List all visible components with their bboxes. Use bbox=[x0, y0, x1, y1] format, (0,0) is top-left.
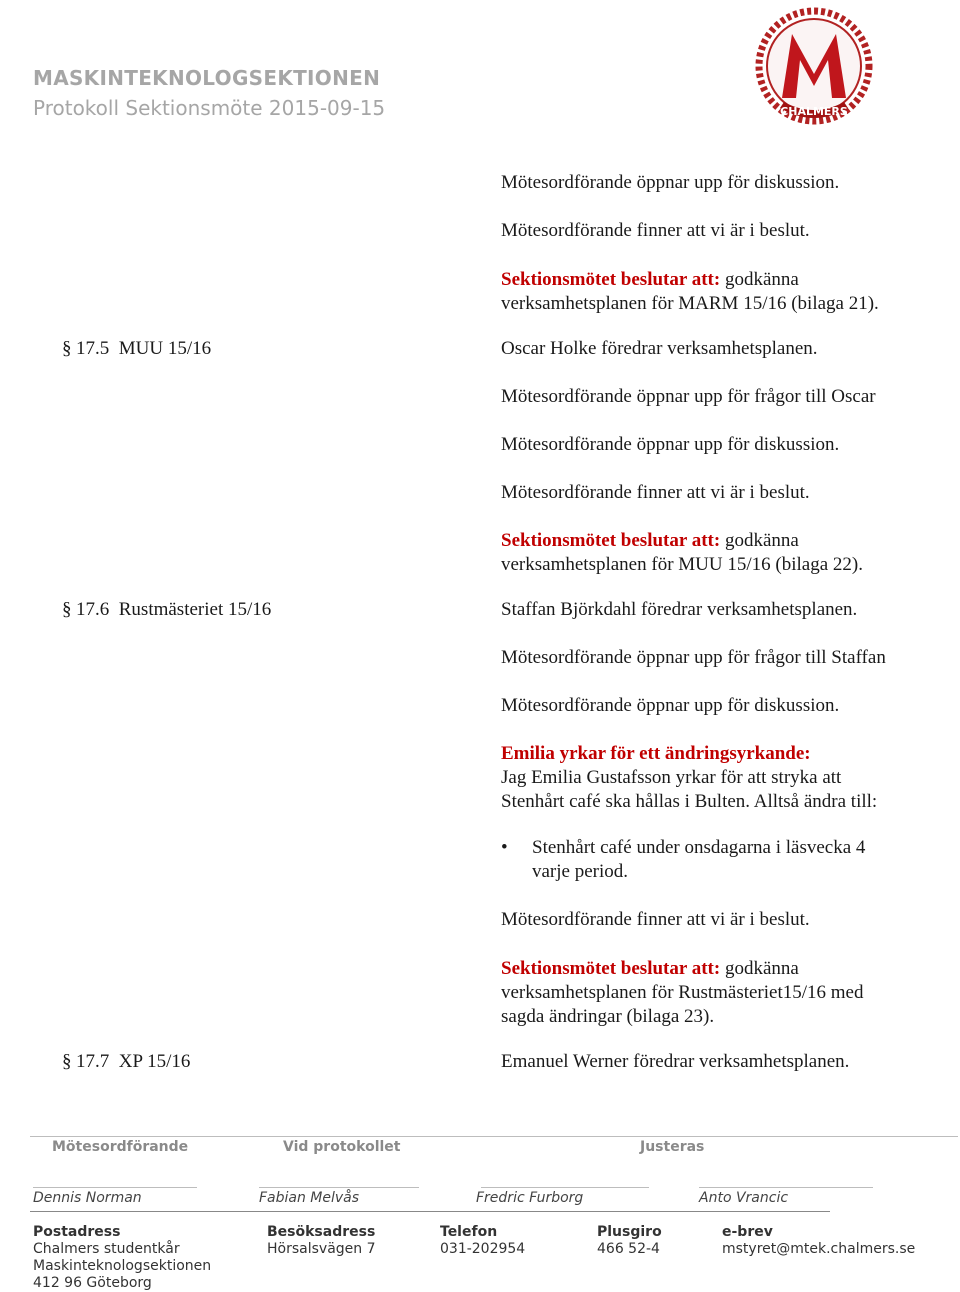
footer-rule bbox=[30, 1211, 830, 1212]
amendment-label: Emilia yrkar för ett ändringsyrkande: bbox=[501, 743, 811, 764]
bullet-symbol: • bbox=[501, 837, 508, 858]
postadress-line: Chalmers studentkår bbox=[33, 1241, 180, 1257]
amendment-text: Stenhårt café ska hållas i Bulten. Alltså ändra till: bbox=[501, 791, 878, 812]
amendment-paragraph bbox=[501, 742, 877, 814]
organization-name: MASKINTEKNOLOGSEKTIONEN bbox=[33, 66, 381, 90]
decision-text: sagda ändringar (bilaga 23). bbox=[501, 1006, 715, 1027]
section-number: 17.6 bbox=[76, 599, 110, 620]
section-symbol: § bbox=[62, 1051, 72, 1072]
chalmers-m-logo bbox=[752, 4, 876, 130]
paragraph: Emanuel Werner föredrar verksamhetsplanen. bbox=[501, 1051, 850, 1072]
section-number: 17.7 bbox=[76, 1051, 110, 1072]
telefon-label: Telefon bbox=[440, 1224, 498, 1240]
signer-name: Fredric Furborg bbox=[476, 1190, 584, 1206]
postadress-label: Postadress bbox=[33, 1224, 121, 1240]
decision-label: Sektionsmötet beslutar att: bbox=[501, 269, 721, 290]
footer-role: Vid protokollet bbox=[283, 1139, 401, 1155]
decision-text: verksamhetsplanen för MARM 15/16 (bilaga 21). bbox=[501, 293, 879, 314]
bullet-item bbox=[532, 836, 865, 884]
bullet-text: Stenhårt café under onsdagarna i läsvecka 4 bbox=[532, 837, 866, 858]
footer-role: Mötesordförande bbox=[52, 1139, 189, 1155]
decision-text: godkänna bbox=[720, 269, 799, 290]
bullet-text: varje period. bbox=[532, 861, 629, 882]
section-heading-17-5 bbox=[62, 337, 211, 361]
decision-paragraph bbox=[501, 268, 879, 316]
signer-name: Fabian Melvås bbox=[259, 1190, 360, 1206]
amendment-text: Jag Emilia Gustafsson yrkar för att stryka att bbox=[501, 767, 842, 788]
postadress-line: Maskinteknologsektionen bbox=[33, 1258, 212, 1274]
section-heading-17-6 bbox=[62, 598, 271, 622]
signature-line bbox=[259, 1187, 419, 1188]
paragraph: Mötesordförande öppnar upp för diskussion. bbox=[501, 434, 840, 455]
paragraph: Mötesordförande finner att vi är i beslut. bbox=[501, 220, 810, 241]
decision-paragraph bbox=[501, 957, 864, 1029]
decision-label: Sektionsmötet beslutar att: bbox=[501, 958, 721, 979]
footer-divider bbox=[30, 1136, 958, 1137]
besoksadress-value: Hörsalsvägen 7 bbox=[267, 1241, 376, 1257]
signer-name: Anto Vrancic bbox=[699, 1190, 789, 1206]
plusgiro-value: 466 52-4 bbox=[597, 1241, 660, 1257]
decision-paragraph bbox=[501, 529, 863, 577]
plusgiro-label: Plusgiro bbox=[597, 1224, 662, 1240]
paragraph: Mötesordförande finner att vi är i beslut. bbox=[501, 482, 810, 503]
paragraph: Mötesordförande öppnar upp för diskussion. bbox=[501, 695, 840, 716]
besoksadress-label: Besöksadress bbox=[267, 1224, 376, 1240]
decision-text: godkänna bbox=[720, 530, 799, 551]
decision-text: godkänna bbox=[720, 958, 799, 979]
signer-name: Dennis Norman bbox=[33, 1190, 142, 1206]
footer-role: Justeras bbox=[640, 1139, 705, 1155]
paragraph: Mötesordförande öppnar upp för frågor till Staffan bbox=[501, 647, 886, 668]
section-heading-17-7 bbox=[62, 1050, 190, 1074]
section-symbol: § bbox=[62, 338, 72, 359]
ebrev-value: mstyret@mtek.chalmers.se bbox=[722, 1241, 916, 1257]
signature-line bbox=[481, 1187, 649, 1188]
section-title: Rustmästeriet 15/16 bbox=[118, 599, 272, 620]
decision-text: verksamhetsplanen för MUU 15/16 (bilaga 22). bbox=[501, 554, 863, 575]
signature-line bbox=[33, 1187, 197, 1188]
postadress-line: 412 96 Göteborg bbox=[33, 1275, 152, 1291]
paragraph: Mötesordförande öppnar upp för diskussion. bbox=[501, 172, 840, 193]
section-symbol: § bbox=[62, 599, 72, 620]
paragraph: Staffan Björkdahl föredrar verksamhetsplanen. bbox=[501, 599, 858, 620]
decision-text: verksamhetsplanen för Rustmästeriet15/16 med bbox=[501, 982, 864, 1003]
section-title: XP 15/16 bbox=[118, 1051, 191, 1072]
paragraph: Mötesordförande finner att vi är i beslut. bbox=[501, 909, 810, 930]
logo-text: CHALMERS bbox=[780, 105, 848, 118]
decision-label: Sektionsmötet beslutar att: bbox=[501, 530, 721, 551]
signature-line bbox=[699, 1187, 873, 1188]
section-title: MUU 15/16 bbox=[118, 338, 212, 359]
ebrev-label: e-brev bbox=[722, 1224, 773, 1240]
section-number: 17.5 bbox=[76, 338, 110, 359]
telefon-value: 031-202954 bbox=[440, 1241, 526, 1257]
document-title: Protokoll Sektionsmöte 2015-09-15 bbox=[33, 96, 386, 120]
paragraph: Oscar Holke föredrar verksamhetsplanen. bbox=[501, 338, 818, 359]
paragraph: Mötesordförande öppnar upp för frågor till Oscar bbox=[501, 386, 876, 407]
